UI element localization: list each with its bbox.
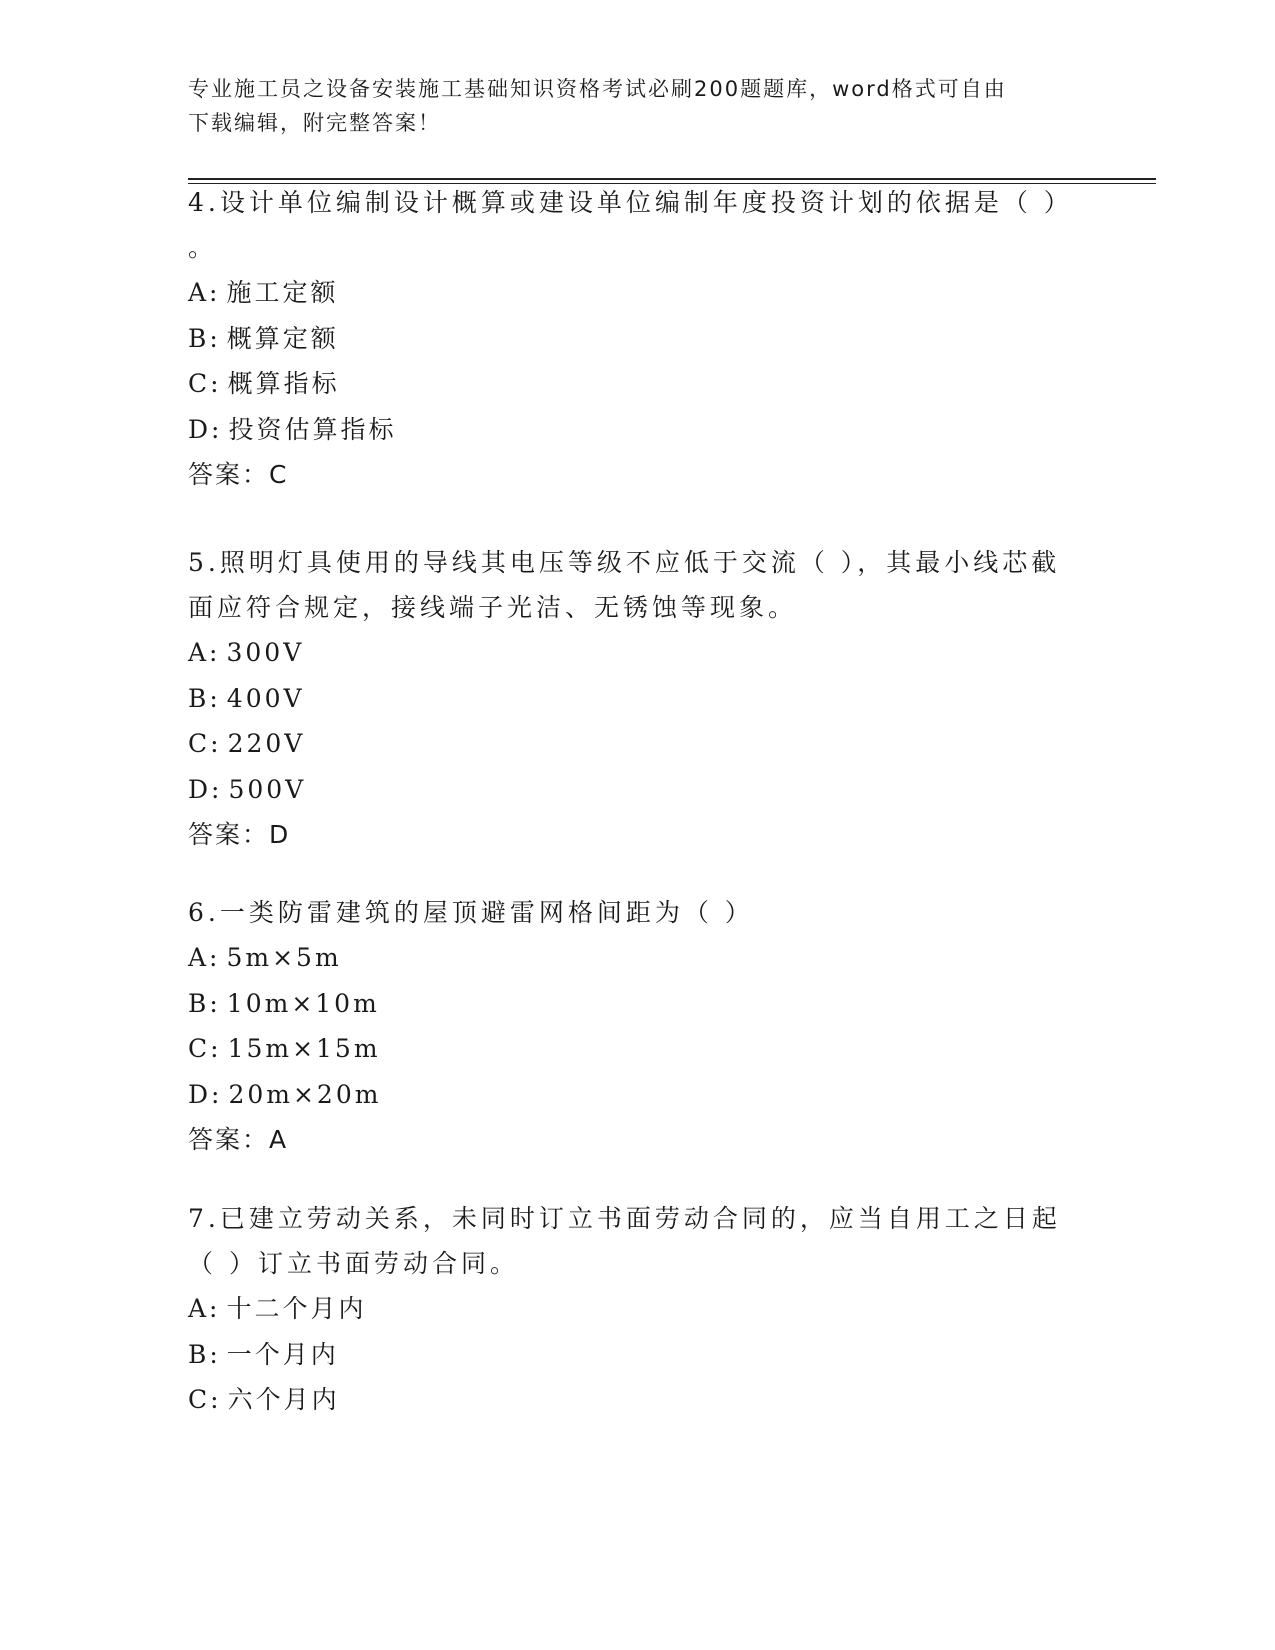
question-stem [188,1196,1088,1286]
option-label: C: [188,1385,222,1414]
option-label: A: [188,1294,221,1323]
option-label: C: [188,729,222,758]
option-d [188,767,1088,813]
question-stem-line-1: 6.一类防雷建筑的屋顶避雷网格间距为（ ） [188,898,754,927]
question-stem [188,540,1088,630]
option-text: 220V [227,729,306,758]
question-7 [188,1196,1088,1423]
option-label: A: [188,638,221,667]
option-label: A: [188,278,221,307]
option-text: 400V [226,683,305,713]
option-c [188,1026,1088,1072]
question-4 [188,180,1088,497]
option-text: 10m×10m [226,988,380,1018]
option-text: 20m×20m [228,1079,382,1109]
option-label: D: [188,774,223,804]
question-stem-line-1: 7.已建立劳动关系，未同时订立书面劳动合同的，应当自用工之日起 [188,1204,1061,1233]
option-d [188,407,1088,453]
option-a [188,1286,1088,1332]
option-text: 300V [226,638,305,667]
answer-line: 答案：C [188,460,289,489]
option-label: D: [188,1079,223,1109]
question-stem [188,180,1088,270]
option-label: B: [188,683,221,713]
answer-line: 答案：A [188,1125,289,1154]
option-b [188,676,1088,722]
option-label: B: [188,1339,221,1369]
option-label: C: [188,1034,222,1063]
option-text: 施工定额 [226,278,339,307]
answer-line: 答案：D [188,820,291,849]
option-label: B: [188,988,221,1018]
question-stem-line-1: 4.设计单位编制设计概算或建设单位编制年度投资计划的依据是（ ） [188,188,1073,217]
option-label: B: [188,323,221,353]
option-a [188,270,1088,316]
option-c [188,721,1088,767]
option-b [188,1332,1088,1378]
header-line-2: 下载编辑，附完整答案！ [188,111,441,135]
option-a [188,630,1088,676]
option-text: 概算定额 [226,323,339,353]
option-text: 15m×15m [227,1034,381,1063]
question-stem-line-1: 5.照明灯具使用的导线其电压等级不应低于交流（ ），其最小线芯截 [188,548,1061,577]
document-header [188,72,1088,140]
question-stem-line-2: 。 [188,233,218,262]
option-label: D: [188,414,223,444]
option-c [188,361,1088,407]
question-stem-line-2: （ ）订立书面劳动合同。 [188,1249,519,1278]
option-text: 概算指标 [227,369,340,398]
option-d [188,1072,1088,1118]
option-b [188,981,1088,1027]
question-stem [188,890,1088,935]
question-5 [188,540,1088,857]
question-6 [188,890,1088,1162]
option-text: 投资估算指标 [228,414,397,444]
option-text: 5m×5m [226,943,342,972]
option-b [188,316,1088,362]
option-a [188,935,1088,981]
option-text: 六个月内 [227,1385,340,1414]
option-label: C: [188,369,222,398]
option-label: A: [188,943,221,972]
option-c [188,1377,1088,1423]
option-text: 十二个月内 [226,1294,367,1323]
question-stem-line-2: 面应符合规定，接线端子光洁、无锈蚀等现象。 [188,593,798,622]
option-text: 一个月内 [226,1339,339,1369]
header-line-1: 专业施工员之设备安装施工基础知识资格考试必刷200题题库，word格式可自由 [188,77,1007,101]
option-text: 500V [228,774,307,804]
